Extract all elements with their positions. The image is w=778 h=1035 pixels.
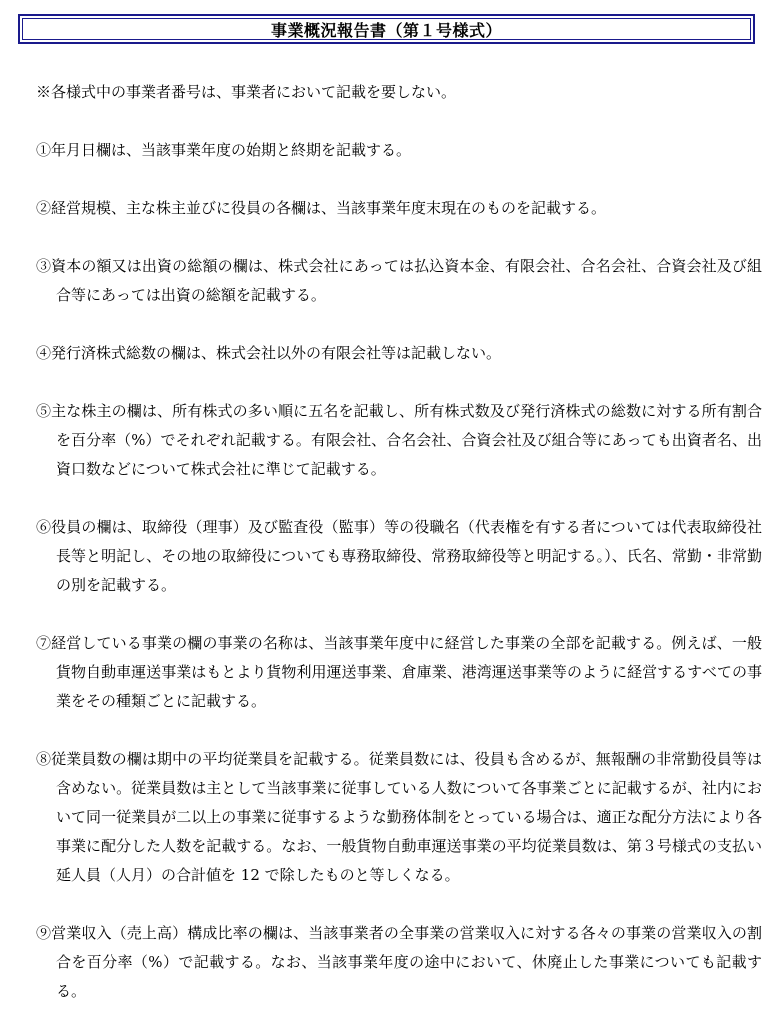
item-8-paragraph: ⑧従業員数の欄は期中の平均従業員を記載する。従業員数には、役員も含めるが、無報酬の非常勤役員等は含めない。従業員数は主として当該事業に従事している人数について各事業ごとに記載するが、社内において同一従業員が二以上の事業に従事するような勤務体制をとっている場合は、適正な配分方法により各事業に配分した人数を記載する。なお、一般貨物自動車運送事業の平均従業員数は、第３号様式の支払い延人員（人月）の合計値を 12 で除したものと等しくなる。: [36, 750, 762, 884]
note-paragraph: ※各様式中の事業者番号は、事業者において記載を要しない。: [36, 83, 457, 101]
page-title: 事業概況報告書（第１号様式）: [270, 20, 502, 40]
item-4-paragraph: ④発行済株式総数の欄は、株式会社以外の有限会社等は記載しない。: [36, 344, 502, 362]
item-5-paragraph: ⑤主な株主の欄は、所有株式の多い順に五名を記載し、所有株式数及び発行済株式の総数に対する所有割合を百分率（%）でそれぞれ記載する。有限会社、合名会社、合資会社及び組合等にあっても出資者名、出資口数などについて株式会社に準じて記載する。: [36, 402, 762, 478]
item-3-paragraph: ③資本の額又は出資の総額の欄は、株式会社にあっては払込資本金、有限会社、合名会社、合資会社及び組合等にあっては出資の総額を記載する。: [36, 257, 762, 304]
item-6-paragraph: ⑥役員の欄は、取締役（理事）及び監査役（監事）等の役職名（代表権を有する者については代表取締役社長等と明記し、その地の取締役についても専務取締役、常務取締役等と明記する。）、氏名、常勤・非常勤の別を記載する。: [36, 518, 762, 594]
item-9-paragraph: ⑨営業収入（売上高）構成比率の欄は、当該事業者の全事業の営業収入に対する各々の事業の営業収入の割合を百分率（%）で記載する。なお、当該事業年度の途中において、休廃止した事業についても記載する。: [36, 924, 762, 1000]
title-box: [18, 14, 755, 44]
item-2-paragraph: ②経営規模、主な株主並びに役員の各欄は、当該事業年度末現在のものを記載する。: [36, 199, 607, 217]
item-7-paragraph: ⑦経営している事業の欄の事業の名称は、当該事業年度中に経営した事業の全部を記載する。例えば、一般貨物自動車運送事業はもとより貨物利用運送事業、倉庫業、港湾運送事業等のように経営するすべての事業をその種類ごとに記載する。: [36, 634, 762, 710]
instructions-body: [36, 78, 762, 1035]
item-1-paragraph: ①年月日欄は、当該事業年度の始期と終期を記載する。: [36, 141, 412, 159]
